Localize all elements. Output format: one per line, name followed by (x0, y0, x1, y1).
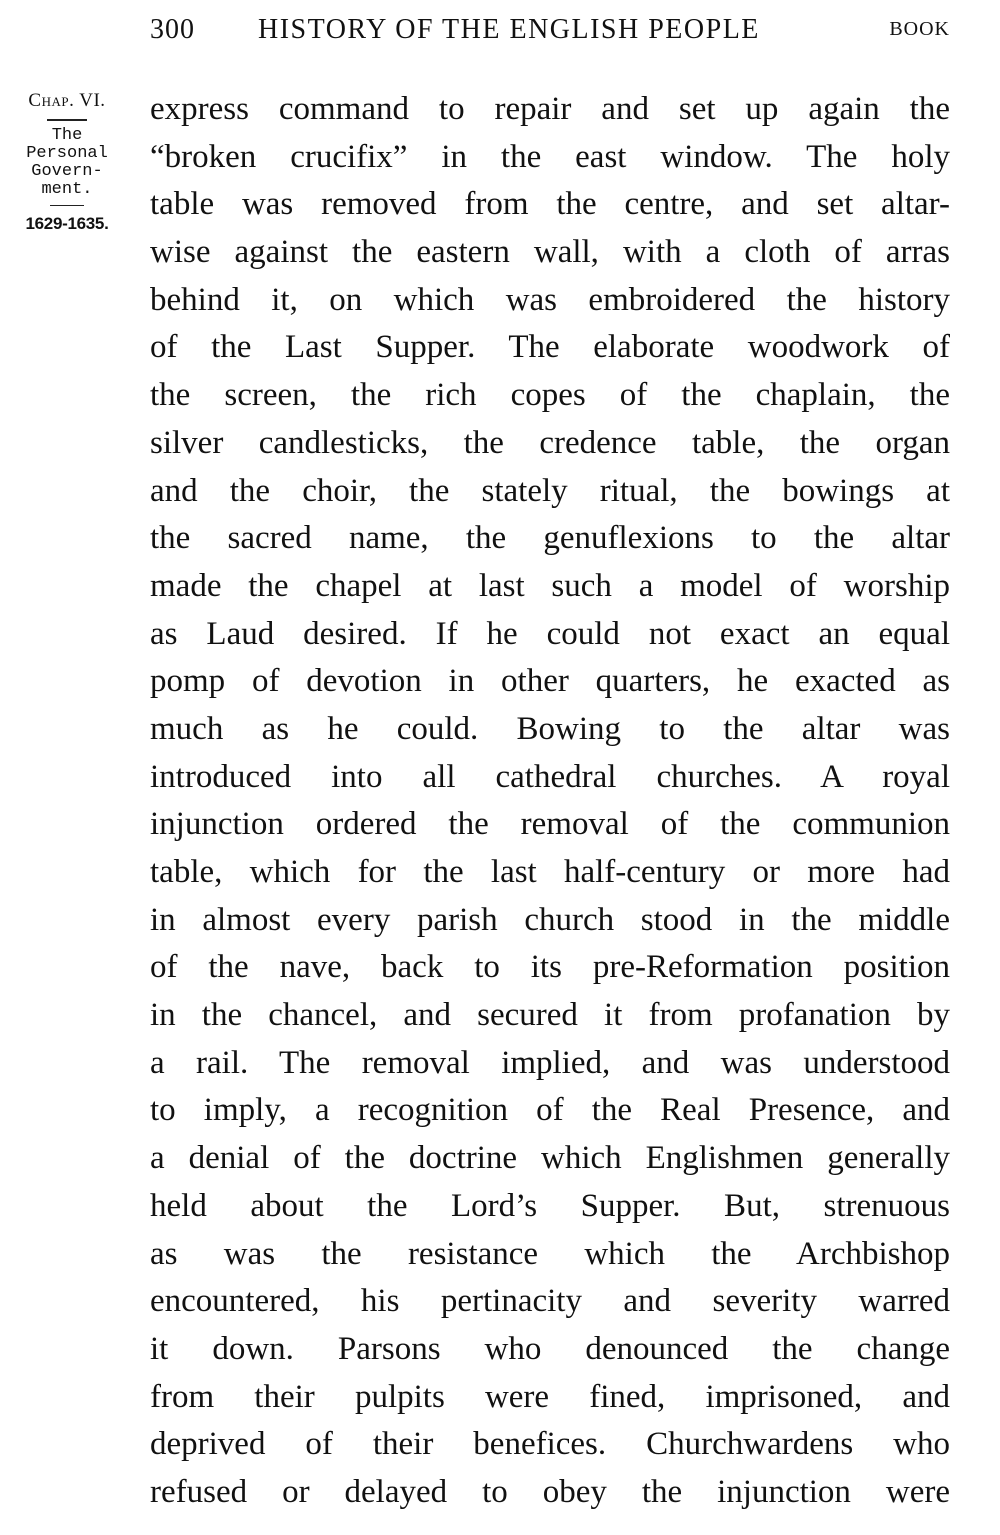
text-line: introduced into all cathedral churches. A royal (150, 758, 950, 795)
text-line: refused or delayed to obey the injunction were (150, 1473, 950, 1510)
text-line: from their pulpits were fined, imprisoned, and (150, 1378, 950, 1415)
sidenote-topic: The Personal Govern- ment. (26, 126, 108, 199)
body-text (150, 86, 950, 1517)
margin-rule-short (50, 205, 84, 206)
text-line: the screen, the rich copes of the chaplain, the (150, 377, 950, 414)
running-title: HISTORY OF THE ENGLISH PEOPLE (258, 14, 760, 45)
text-line: behind it, on which was embroidered the history (150, 281, 950, 318)
text-line: “broken crucifix” in the east window. The holy (150, 138, 950, 175)
text-line: pomp of devotion in other quarters, he exacted as (150, 663, 950, 700)
text-line: deprived of their benefices. Churchwardens who (150, 1426, 950, 1463)
text-line: table was removed from the centre, and set altar- (150, 186, 950, 223)
text-line: made the chapel at last such a model of worship (150, 567, 950, 604)
page-number: 300 (150, 14, 195, 45)
margin-notes (6, 90, 128, 234)
text-line: silver candlesticks, the credence table, the organ (150, 424, 950, 461)
text-line: a denial of the doctrine which Englishmen generally (150, 1140, 950, 1177)
margin-rule (47, 119, 87, 121)
text-line: in almost every parish church stood in the middle (150, 901, 950, 938)
sidenote-dates: 1629-1635. (25, 214, 109, 233)
text-line: injunction ordered the removal of the communion (150, 806, 950, 843)
text-line: it down. Parsons who denounced the change (150, 1330, 950, 1367)
text-line: the sacred name, the genuflexions to the altar (150, 520, 950, 557)
text-line: a rail. The removal implied, and was understood (150, 1044, 950, 1081)
text-line: and the choir, the stately ritual, the bowings at (150, 472, 950, 509)
text-line: of the nave, back to its pre-Reformation position (150, 949, 950, 986)
text-line: express command to repair and set up again the (150, 91, 950, 127)
text-line: as Laud desired. If he could not exact an equal (150, 615, 950, 652)
text-line: in the chancel, and secured it from profanation by (150, 997, 950, 1034)
text-line: table, which for the last half-century or more had (150, 854, 950, 890)
text-line: wise against the eastern wall, with a cloth of arras (150, 234, 950, 271)
page-header (150, 14, 950, 54)
book-label: BOOK (889, 18, 950, 40)
text-line: encountered, his pertinacity and severity warred (150, 1283, 950, 1320)
text-line: to imply, a recognition of the Real Presence, and (150, 1092, 950, 1129)
text-line: as was the resistance which the Archbishop (150, 1235, 950, 1272)
text-line: held about the Lord’s Supper. But, strenuous (150, 1187, 950, 1224)
text-line: much as he could. Bowing to the altar was (150, 710, 950, 747)
text-line: of the Last Supper. The elaborate woodwork of (150, 329, 950, 366)
chapter-label: Chap. VI. (28, 90, 106, 111)
